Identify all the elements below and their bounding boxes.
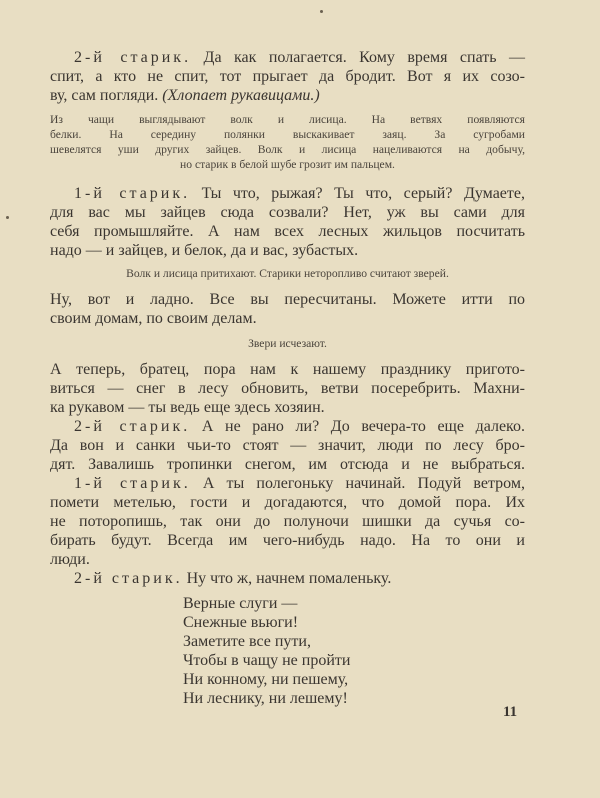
dialogue-line: 1-й старик. А ты полегоньку начинай. Подуй ветром, xyxy=(74,475,526,492)
scan-speck xyxy=(320,10,323,13)
dialogue-line: ка рукавом — ты ведь еще здесь хозяин. xyxy=(50,399,325,416)
dialogue-line: 2-й старик. Ну что ж, начнем помаленьку. xyxy=(74,570,392,587)
speaker-name: 1-й старик. xyxy=(74,185,191,202)
dialogue-line: себя промышляйте. А нам всех лесных жильцов посчитать xyxy=(50,223,525,240)
poem-line: Верные слуги — xyxy=(183,595,298,612)
dialogue-line: люди. xyxy=(50,551,90,568)
dialogue-line: 2-й старик. А не рано ли? До вечера-то еще далеко. xyxy=(74,418,526,435)
dialogue-line: А теперь, братец, пора нам к нашему празднику пригото- xyxy=(50,361,525,378)
dialogue-line: своим домам, по своим делам. xyxy=(50,310,257,327)
dialogue-line: бирать будут. Всегда им чего-нибудь надо. На то они и xyxy=(50,532,525,549)
stage-direction-line: но старик в белой шубе грозит им пальцем. xyxy=(180,158,395,171)
stage-direction: Звери исчезают. xyxy=(248,337,327,350)
poem-line: Снежные вьюги! xyxy=(183,614,299,631)
dialogue-line: 2-й старик. Да как полагается. Кому время спать — xyxy=(74,49,525,66)
page-number: 11 xyxy=(503,704,518,720)
poem-line: Чтобы в чащу не пройти xyxy=(183,652,351,669)
speaker-name: 2-й старик. xyxy=(74,570,183,587)
dialogue-line: 1-й старик. Ты что, рыжая? Ты что, серый? Думаете, xyxy=(74,185,525,202)
dialogue-line: дят. Завалишь тропинки снегом, им отсюда и не выбраться. xyxy=(50,456,525,473)
poem-line: Заметите все пути, xyxy=(183,633,311,650)
stage-direction-line: белки. На середину полянки выскакивает заяц. За сугробами xyxy=(50,128,525,141)
stage-direction-line: Из чащи выглядывают волк и лисица. На ветвях появляются xyxy=(50,113,525,126)
stage-direction-line: шевелятся уши других зайцев. Волк и лисица нацеливаются на добычу, xyxy=(50,143,525,156)
dialogue-line: Ну, вот и ладно. Все вы пересчитаны. Можете итти по xyxy=(50,291,525,308)
stage-direction: Волк и лисица притихают. Старики неторопливо считают зверей. xyxy=(126,267,449,280)
dialogue-line: не поторопишь, так они до полуночи шишки да сучья со- xyxy=(50,513,525,530)
dialogue-line: виться — снег в лесу обновить, ветви посеребрить. Махни- xyxy=(50,380,525,397)
dialogue-line: надо — и зайцев, и белок, да и вас, зубастых. xyxy=(50,242,359,259)
speaker-name: 2-й старик. xyxy=(74,418,191,435)
stage-direction-inline: (Хлопает рукавицами.) xyxy=(162,87,320,104)
dialogue-line: ву, сам погляди. (Хлопает рукавицами.) xyxy=(50,87,320,104)
speaker-name: 2-й старик. xyxy=(74,49,192,66)
scan-speck xyxy=(6,216,9,219)
dialogue-line: для вас мы зайцев сюда созвали? Нет, уж вы сами для xyxy=(50,204,525,221)
poem-line: Ни конному, ни пешему, xyxy=(183,671,349,688)
dialogue-line: Да вон и санки чьи-то стоят — значит, люди по лесу бро- xyxy=(50,437,525,454)
dialogue-line: спит, а кто не спит, тот прыгает да бродит. Вот я их созо- xyxy=(50,68,525,85)
dialogue-line: помети метелью, гости и догадаются, что домой пора. Их xyxy=(50,494,525,511)
poem-line: Ни леснику, ни лешему! xyxy=(183,690,348,707)
speaker-name: 1-й старик. xyxy=(74,475,191,492)
